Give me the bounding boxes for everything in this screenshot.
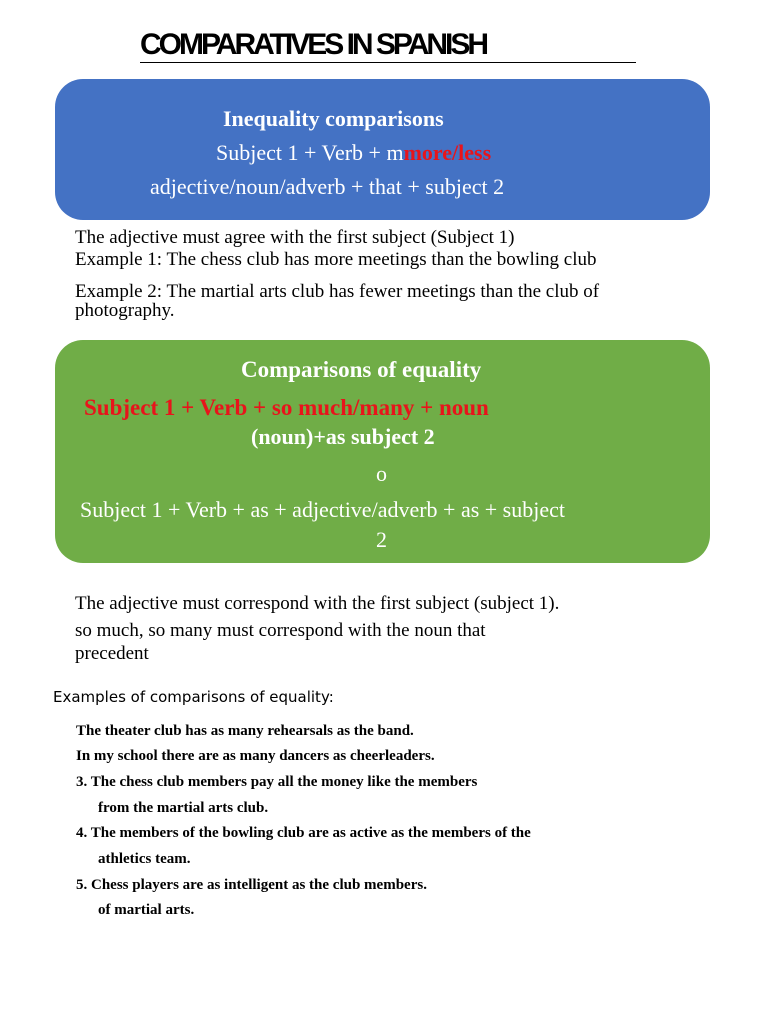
- equality-formula-line4: 2: [376, 527, 387, 552]
- example-item: 3. The chess club members pay all the money like the members: [76, 774, 478, 790]
- example-item: The theater club has as many rehearsals as the band.: [76, 723, 414, 739]
- example-item: 4. The members of the bowling club are as active as the members of the: [76, 825, 531, 841]
- inequality-example-1: Example 1: The chess club has more meetings than the bowling club: [75, 249, 597, 270]
- example-item: 5. Chess players are as intelligent as the club members.: [76, 877, 427, 893]
- page-title: COMPARATIVES IN SPANISH: [140, 28, 636, 63]
- equality-heading: Comparisons of equality: [241, 357, 482, 382]
- example-item-continuation: athletics team.: [98, 851, 191, 867]
- more-less-highlight: more/less: [403, 140, 492, 165]
- inequality-formula-line2: adjective/noun/adverb + that + subject 2: [150, 174, 505, 199]
- inequality-heading: Inequality comparisons: [223, 106, 444, 131]
- inequality-rule: The adjective must agree with the first subject (Subject 1): [75, 227, 515, 248]
- inequality-formula-line1: [216, 140, 491, 166]
- example-item-continuation: of martial arts.: [98, 902, 195, 918]
- equality-formula-line3: Subject 1 + Verb + as + adjective/adverb + as + subject: [80, 497, 565, 522]
- inequality-example-2-line1: Example 2: The martial arts club has fewer meetings than the club of: [75, 281, 600, 302]
- inequality-example-2-line2: photography.: [75, 300, 175, 321]
- example-item-continuation: from the martial arts club.: [98, 800, 269, 816]
- equality-rule-2-line2: precedent: [75, 643, 149, 664]
- equality-or: o: [376, 461, 387, 486]
- equality-rule-2-line1: so much, so many must correspond with the noun that: [75, 620, 486, 641]
- equality-rule-1: The adjective must correspond with the first subject (subject 1).: [75, 593, 560, 614]
- example-item: In my school there are as many dancers as cheerleaders.: [76, 748, 435, 764]
- examples-heading: Examples of comparisons of equality:: [53, 688, 334, 706]
- inequality-formula-prefix: Subject 1 + Verb + m: [216, 140, 404, 165]
- equality-formula-line1: Subject 1 + Verb + so much/many + noun: [84, 395, 489, 420]
- equality-formula-line2: (noun)+as subject 2: [251, 424, 435, 449]
